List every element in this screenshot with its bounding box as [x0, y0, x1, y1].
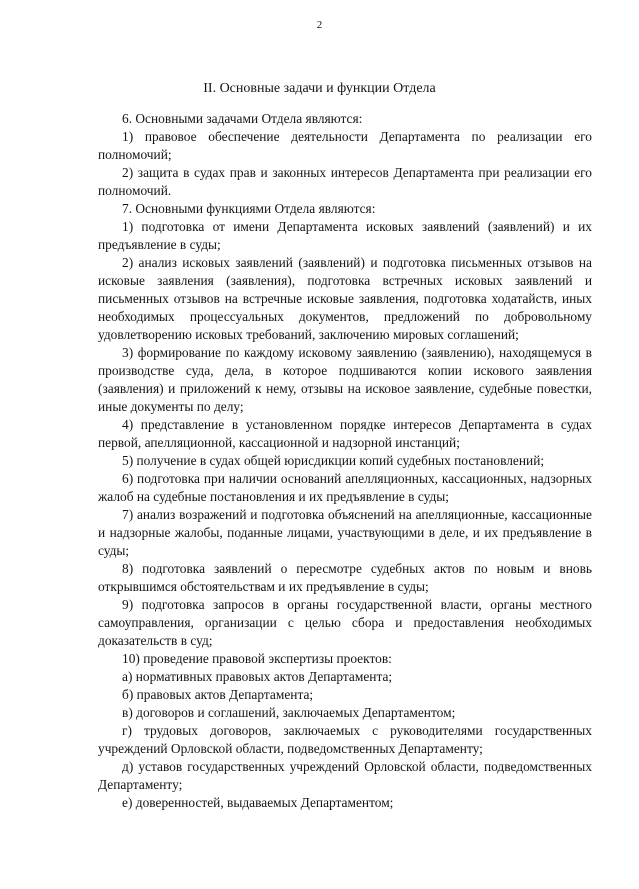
paragraph: 3) формирование по каждому исковому заявлению (заявлению), находящемуся в производстве суда, дела, в которое подшиваются копии искового заявления (заявления) и приложений к нему, отзывы на исковое заявление, судебные повестки, иные документы по делу; [98, 345, 592, 414]
paragraph: в) договоров и соглашений, заключаемых Департаментом; [122, 705, 456, 720]
paragraph: 9) подготовка запросов в органы государственной власти, органы местного самоуправления, организации с целью сбора и предоставления необходимых доказательств в суд; [98, 597, 592, 648]
paragraph: а) нормативных правовых актов Департамента; [122, 669, 393, 684]
document-body [98, 110, 592, 812]
paragraph: г) трудовых договоров, заключаемых с руководителями государственных учреждений Орловской области, подведомственных Департаменту; [98, 723, 592, 756]
paragraph: 2) анализ исковых заявлений (заявлений) и подготовка письменных отзывов на исковые заявления (заявления), подготовка встречных исковых заявлений и письменных отзывов на встречные исковые заявления, подготовка ходатайств, иных необходимых процессуальных документов, предложений по добровольному удовлетворению исковых требований, заключению мировых соглашений; [98, 255, 592, 342]
paragraph: 5) получение в судах общей юрисдикции копий судебных постановлений; [122, 453, 545, 468]
paragraph: д) уставов государственных учреждений Орловской области, подведомственных Департаменту; [98, 759, 592, 792]
page-number: 2 [316, 19, 323, 31]
section-heading: II. Основные задачи и функции Отдела [203, 81, 436, 96]
paragraph: 6. Основными задачами Отдела являются: [122, 111, 363, 126]
paragraph: 1) подготовка от имени Департамента исковых заявлений (заявлений) и их предъявление в суды; [98, 219, 592, 252]
paragraph: 4) представление в установленном порядке интересов Департамента в судах первой, апелляционной, кассационной и надзорной инстанций; [98, 417, 592, 450]
paragraph: б) правовых актов Департамента; [122, 687, 314, 702]
paragraph: 10) проведение правовой экспертизы проектов: [122, 651, 392, 666]
paragraph: 7) анализ возражений и подготовка объяснений на апелляционные, кассационные и надзорные жалобы, поданные лицами, участвующими в деле, и их предъявление в суды; [98, 507, 592, 558]
paragraph: 6) подготовка при наличии оснований апелляционных, кассационных, надзорных жалоб на судебные постановления и их предъявление в суды; [98, 471, 592, 504]
paragraph: 2) защита в судах прав и законных интересов Департамента при реализации его полномочий. [98, 165, 592, 198]
paragraph: е) доверенностей, выдаваемых Департаментом; [122, 795, 394, 810]
paragraph: 7. Основными функциями Отдела являются: [122, 201, 376, 216]
paragraph: 1) правовое обеспечение деятельности Департамента по реализации его полномочий; [98, 129, 592, 162]
paragraph: 8) подготовка заявлений о пересмотре судебных актов по новым и вновь открывшимся обстоятельствам и их предъявление в суды; [98, 561, 592, 594]
